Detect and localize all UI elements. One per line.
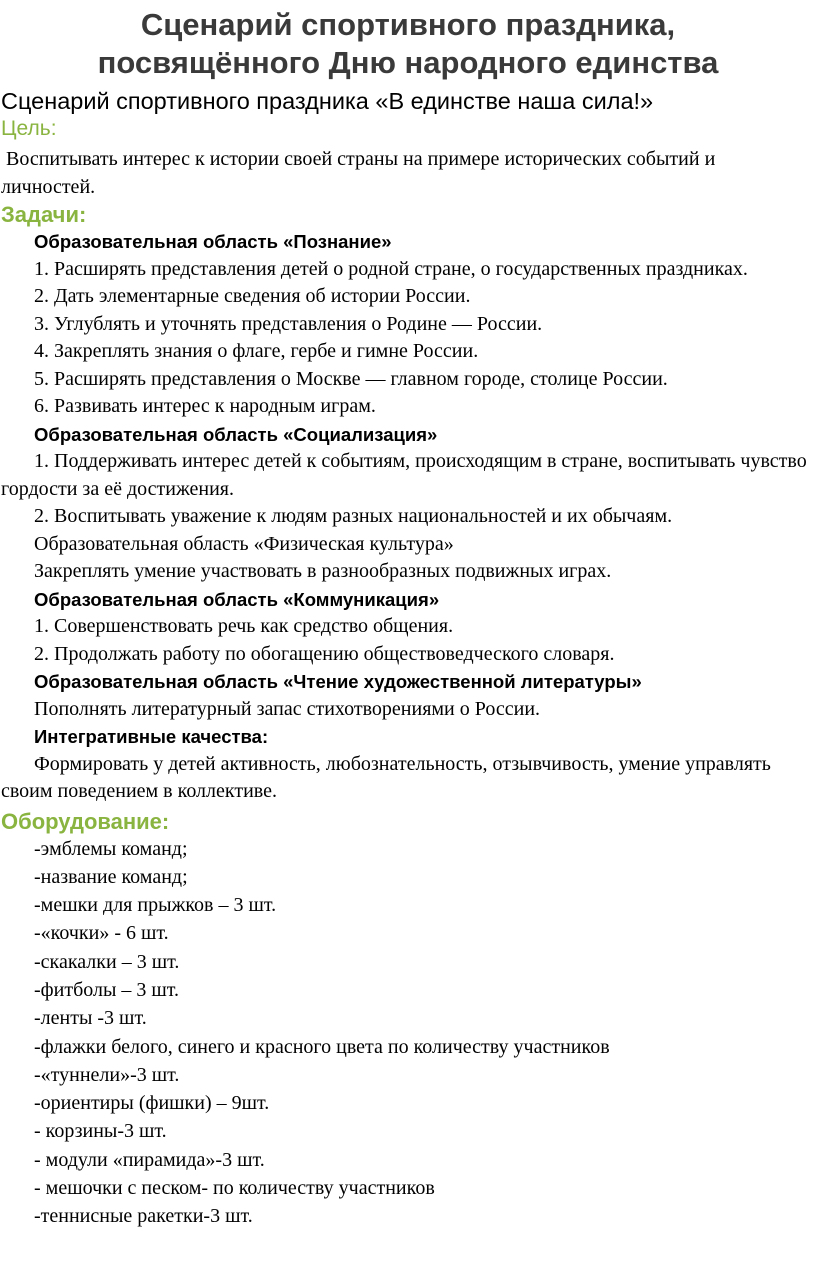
equipment-item: -название команд;	[34, 865, 188, 888]
list-item: 4. Закреплять знания о флаге, гербе и гимне России.	[34, 340, 479, 362]
list-item: 1. Поддерживать интерес детей к событиям, происходящим в стране, воспитывать чувство гордости за её достижения.	[1, 450, 807, 500]
equipment-item: -ориентиры (фишки) – 9шт.	[34, 1092, 270, 1115]
section-heading-physical-culture: Образовательная область «Физическая культура»	[34, 532, 454, 555]
equipment-item: -«туннели»-3 шт.	[34, 1063, 180, 1086]
equipment-list	[0, 835, 816, 1231]
section-heading-communication: Образовательная область «Коммуникация»	[34, 588, 440, 610]
equipment-item: -мешки для прыжков – 3 шт.	[34, 894, 277, 917]
list-item: 2. Продолжать работу по обогащению обществоведческого словаря.	[34, 642, 615, 665]
list-item: 1. Совершенствовать речь как средство общения.	[34, 615, 454, 637]
equipment-item: -скакалки – 3 шт.	[34, 950, 180, 973]
page-title	[0, 0, 816, 82]
section-heading-socialization: Образовательная область «Социализация»	[34, 423, 438, 445]
equipment-item: -фитболы – 3 шт.	[34, 978, 180, 1001]
list-item: Закреплять умение участвовать в разнообразных подвижных играх.	[34, 560, 612, 582]
equipment-item: -теннисные ракетки-3 шт.	[34, 1205, 253, 1228]
list-item: Формировать у детей активность, любознательность, отзывчивость, умение управлять своим поведением в коллективе.	[1, 752, 771, 802]
equipment-item: -эмблемы команд;	[34, 837, 188, 860]
list-item: 2. Воспитывать уважение к людям разных национальностей и их обычаям.	[34, 505, 673, 527]
title-line-1: Сценарий спортивного праздника,	[140, 7, 676, 42]
equipment-item: - мешочки с песком- по количеству участников	[34, 1177, 435, 1200]
equipment-heading: Оборудование:	[1, 808, 170, 834]
equipment-item: - модули «пирамида»-3 шт.	[34, 1148, 265, 1171]
list-item: 2. Дать элементарные сведения об истории России.	[34, 285, 471, 307]
equipment-item: -«кочки» - 6 шт.	[34, 922, 169, 945]
equipment-item: -флажки белого, синего и красного цвета по количеству участников	[34, 1035, 610, 1058]
tasks-heading: Задачи:	[1, 202, 87, 227]
equipment-item: - корзины-3 шт.	[34, 1120, 167, 1143]
goal-text: Воспитывать интерес к истории своей страны на примере исторических событий и личностей.	[1, 148, 721, 198]
section-heading-cognition: Образовательная область «Познание»	[34, 231, 392, 252]
list-item: 3. Углублять и уточнять представления о Родине — России.	[34, 312, 543, 335]
list-item: Пополнять литературный запас стихотворениями о России.	[34, 697, 541, 720]
subtitle: Сценарий спортивного праздника «В единстве наша сила!»	[1, 88, 654, 114]
equipment-item: -ленты -3 шт.	[34, 1007, 147, 1030]
section-heading-reading: Образовательная область «Чтение художественной литературы»	[34, 671, 642, 692]
title-line-2: посвящённого Дню народного единства	[97, 45, 719, 80]
list-item: 5. Расширять представления о Москве — главном городе, столице России.	[34, 367, 668, 390]
goal-heading: Цель:	[1, 117, 57, 140]
section-heading-integrative-qualities: Интегративные качества:	[34, 726, 269, 747]
list-item: 1. Расширять представления детей о родной стране, о государственных праздниках.	[34, 257, 748, 280]
list-item: 6. Развивать интерес к народным играм.	[34, 395, 376, 417]
